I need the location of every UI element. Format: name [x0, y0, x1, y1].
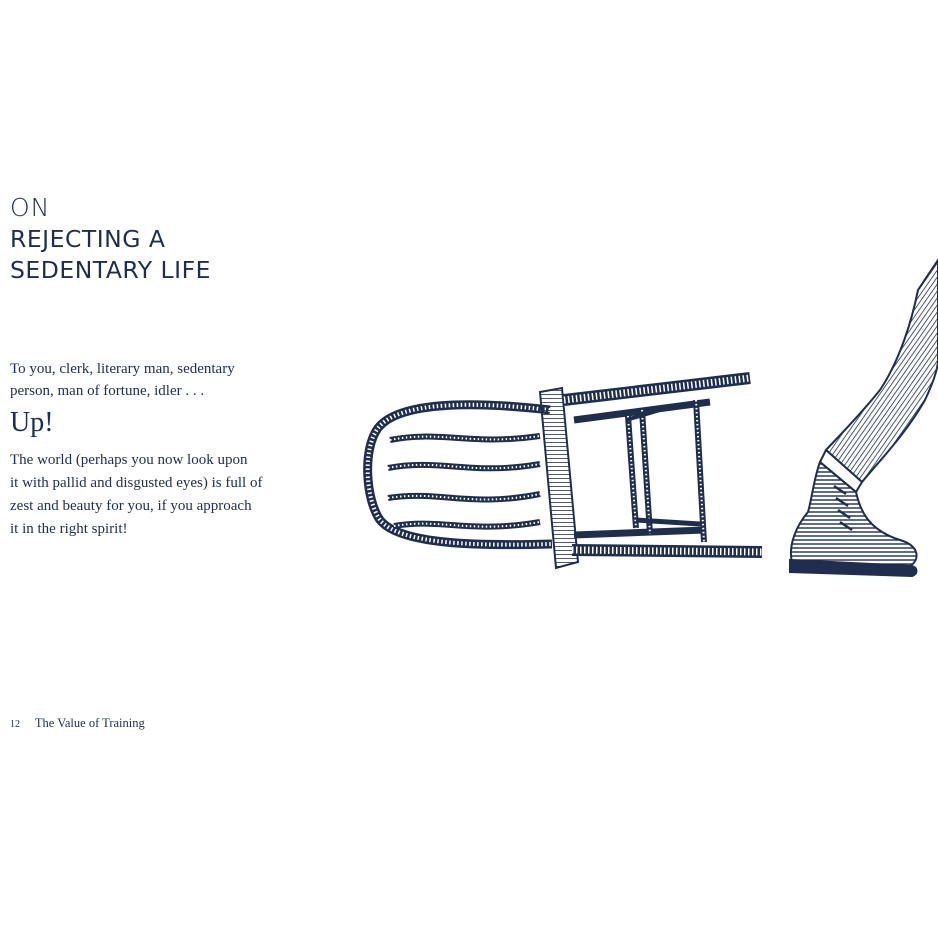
section-title: The Value of Training	[34, 716, 145, 730]
body-line: zest and beauty for you, if you approach	[10, 498, 252, 514]
heading-on: ON	[10, 193, 51, 222]
page-footer	[10, 716, 145, 731]
body-line: The world (perhaps you now look upon	[10, 452, 248, 468]
illustration	[360, 250, 938, 590]
title-line: SEDENTARY LIFE	[10, 256, 211, 284]
leg-boot-icon	[790, 260, 938, 576]
body-paragraph	[10, 449, 300, 541]
page-number: 12	[10, 719, 20, 730]
body-line: it with pallid and disgusted eyes) is full of	[10, 475, 263, 491]
body-line: it in the right spirit!	[10, 521, 128, 537]
exclamation-up: Up!	[10, 407, 54, 438]
intro-line: person, man of fortune, idler . . .	[10, 383, 205, 399]
intro-line: To you, clerk, literary man, sedentary	[10, 361, 235, 377]
intro-paragraph	[10, 358, 290, 402]
page-title	[10, 224, 211, 286]
title-line: REJECTING A	[10, 225, 166, 253]
chair-icon	[368, 378, 762, 568]
